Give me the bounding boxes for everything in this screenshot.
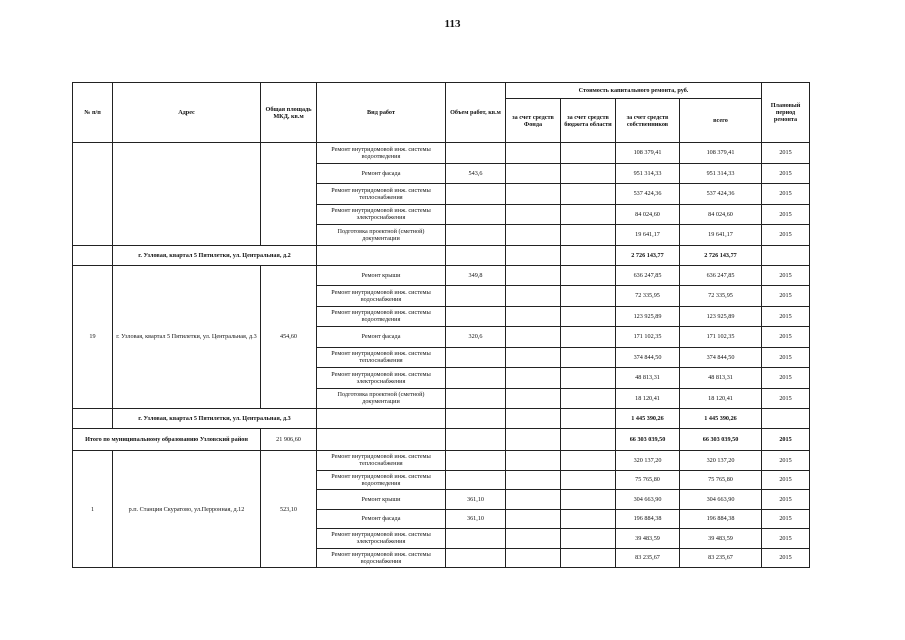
cell-volume: [446, 451, 506, 471]
cell-volume: [446, 184, 506, 205]
cell-total: 83 235,67: [680, 548, 762, 568]
cell-owners: 83 235,67: [616, 548, 680, 568]
table-row: [73, 265, 810, 286]
cell-period: 2015: [762, 327, 810, 348]
cell-total: 196 884,38: [680, 509, 762, 529]
cell-fund: [506, 245, 561, 265]
cell-volume: 320,6: [446, 327, 506, 348]
cell-area: [261, 143, 317, 246]
table-row: [73, 143, 810, 164]
cell-owners: 48 813,31: [616, 368, 680, 389]
cell-volume: [446, 245, 506, 265]
cell-owners: 75 765,80: [616, 470, 680, 490]
subtotal-label: г. Узловая, квартал 5 Пятилетки, ул. Центральная, д.3: [113, 409, 317, 429]
cell-work: Ремонт фасада: [317, 327, 446, 348]
municipal-total-total: 66 303 039,50: [680, 429, 762, 451]
cell-volume: [446, 225, 506, 246]
cell-owners: 636 247,85: [616, 265, 680, 286]
cell-num: [73, 409, 113, 429]
cell-work: Подготовка проектной (сметной) документации: [317, 388, 446, 409]
subtotal-total: 1 445 390,26: [680, 409, 762, 429]
cell-address: г. Узловая, квартал 5 Пятилетки, ул. Центральная, д.3: [113, 265, 261, 409]
subtotal-total: 2 726 143,77: [680, 245, 762, 265]
cell-fund: [506, 327, 561, 348]
cell-owners: 72 335,95: [616, 286, 680, 307]
header-num: № п/п: [73, 83, 113, 143]
subtotal-row: [73, 409, 810, 429]
cell-budget: [561, 509, 616, 529]
cell-fund: [506, 429, 561, 451]
cell-fund: [506, 409, 561, 429]
subtotal-owners: 2 726 143,77: [616, 245, 680, 265]
cell-budget: [561, 529, 616, 549]
cell-fund: [506, 184, 561, 205]
cell-fund: [506, 265, 561, 286]
cell-fund: [506, 548, 561, 568]
cell-total: 171 102,35: [680, 327, 762, 348]
cell-fund: [506, 490, 561, 510]
cell-period: 2015: [762, 490, 810, 510]
header-work: Вид работ: [317, 83, 446, 143]
cell-work: Ремонт фасада: [317, 509, 446, 529]
cell-fund: [506, 143, 561, 164]
cell-budget: [561, 470, 616, 490]
cell-period: 2015: [762, 470, 810, 490]
table-row: [73, 451, 810, 471]
cell-budget: [561, 327, 616, 348]
header-period: Плановый период ремонта: [762, 83, 810, 143]
cell-area: 523,10: [261, 451, 317, 568]
cell-budget: [561, 265, 616, 286]
cell-owners: 304 663,90: [616, 490, 680, 510]
cell-budget: [561, 368, 616, 389]
subtotal-label: г. Узловая, квартал 5 Пятилетки, ул. Центральная, д.2: [113, 245, 317, 265]
cell-total: 304 663,90: [680, 490, 762, 510]
cell-work: Ремонт крыши: [317, 490, 446, 510]
cell-budget: [561, 306, 616, 327]
cell-work: [317, 409, 446, 429]
cell-volume: [446, 529, 506, 549]
header-cost-group: Стоимость капитального ремонта, руб.: [506, 83, 762, 99]
cell-owners: 39 483,59: [616, 529, 680, 549]
cell-total: 374 844,50: [680, 347, 762, 368]
cell-fund: [506, 306, 561, 327]
cell-volume: [446, 409, 506, 429]
cell-num: 19: [73, 265, 113, 409]
cell-work: Ремонт внутридомовой инж. системы водоотведения: [317, 470, 446, 490]
cell-period: 2015: [762, 451, 810, 471]
cell-owners: 108 379,41: [616, 143, 680, 164]
cell-volume: 543,6: [446, 163, 506, 184]
cell-fund: [506, 451, 561, 471]
cell-period: 2015: [762, 143, 810, 164]
cell-fund: [506, 529, 561, 549]
cell-total: 75 765,80: [680, 470, 762, 490]
cell-work: [317, 429, 446, 451]
cell-volume: [446, 368, 506, 389]
header-budget: за счет средств бюджета области: [561, 99, 616, 143]
cell-period: 2015: [762, 286, 810, 307]
cell-total: 537 424,36: [680, 184, 762, 205]
cell-budget: [561, 388, 616, 409]
cell-total: 108 379,41: [680, 143, 762, 164]
cell-total: 18 120,41: [680, 388, 762, 409]
municipal-total-row: [73, 429, 810, 451]
cell-volume: [446, 286, 506, 307]
subtotal-owners: 1 445 390,26: [616, 409, 680, 429]
cell-fund: [506, 286, 561, 307]
header-address: Адрес: [113, 83, 261, 143]
cell-work: [317, 245, 446, 265]
cell-work: Ремонт внутридомовой инж. системы теплоснабжения: [317, 347, 446, 368]
cell-volume: 349,8: [446, 265, 506, 286]
cell-volume: [446, 204, 506, 225]
header-row: [73, 83, 810, 99]
cell-work: Подготовка проектной (сметной) документации: [317, 225, 446, 246]
cell-volume: [446, 388, 506, 409]
municipal-total-area: 21 906,60: [261, 429, 317, 451]
cell-volume: [446, 306, 506, 327]
cell-address: р.п. Станция Скуратово, ул.Перронная, д.12: [113, 451, 261, 568]
cell-volume: [446, 470, 506, 490]
cell-period: 2015: [762, 347, 810, 368]
cell-volume: [446, 429, 506, 451]
cell-owners: 19 641,17: [616, 225, 680, 246]
municipal-total-owners: 66 303 039,50: [616, 429, 680, 451]
cell-period: 2015: [762, 265, 810, 286]
cell-volume: 361,10: [446, 490, 506, 510]
cell-total: 951 314,33: [680, 163, 762, 184]
cell-budget: [561, 184, 616, 205]
cell-period: [762, 245, 810, 265]
cell-owners: 537 424,36: [616, 184, 680, 205]
cell-total: 123 925,89: [680, 306, 762, 327]
cell-owners: 123 925,89: [616, 306, 680, 327]
cell-work: Ремонт внутридомовой инж. системы электроснабжения: [317, 529, 446, 549]
cell-budget: [561, 429, 616, 451]
cell-budget: [561, 490, 616, 510]
cell-budget: [561, 204, 616, 225]
capital-repair-table: [72, 82, 810, 568]
cell-work: Ремонт внутридомовой инж. системы теплоснабжения: [317, 451, 446, 471]
cell-owners: 320 137,20: [616, 451, 680, 471]
cell-fund: [506, 347, 561, 368]
cell-period: 2015: [762, 529, 810, 549]
cell-owners: 84 024,60: [616, 204, 680, 225]
cell-budget: [561, 409, 616, 429]
cell-total: 84 024,60: [680, 204, 762, 225]
cell-work: Ремонт внутридомовой инж. системы водоснабжения: [317, 286, 446, 307]
cell-budget: [561, 451, 616, 471]
cell-work: Ремонт внутридомовой инж. системы теплоснабжения: [317, 184, 446, 205]
cell-owners: 951 314,33: [616, 163, 680, 184]
header-area: Общая площадь МКД, кв.м: [261, 83, 317, 143]
cell-owners: 18 120,41: [616, 388, 680, 409]
cell-period: 2015: [762, 306, 810, 327]
cell-volume: [446, 548, 506, 568]
cell-budget: [561, 225, 616, 246]
cell-fund: [506, 509, 561, 529]
cell-work: Ремонт внутридомовой инж. системы электроснабжения: [317, 368, 446, 389]
cell-total: 19 641,17: [680, 225, 762, 246]
cell-total: 39 483,59: [680, 529, 762, 549]
cell-fund: [506, 204, 561, 225]
cell-owners: 196 884,38: [616, 509, 680, 529]
cell-period: 2015: [762, 225, 810, 246]
cell-period: 2015: [762, 204, 810, 225]
cell-owners: 374 844,50: [616, 347, 680, 368]
municipal-total-period: 2015: [762, 429, 810, 451]
cell-fund: [506, 225, 561, 246]
cell-volume: 361,10: [446, 509, 506, 529]
cell-total: 320 137,20: [680, 451, 762, 471]
cell-total: 48 813,31: [680, 368, 762, 389]
cell-budget: [561, 286, 616, 307]
cell-budget: [561, 548, 616, 568]
cell-volume: [446, 143, 506, 164]
cell-period: 2015: [762, 163, 810, 184]
cell-area: 454,60: [261, 265, 317, 409]
cell-period: [762, 409, 810, 429]
cell-budget: [561, 245, 616, 265]
cell-period: 2015: [762, 368, 810, 389]
cell-work: Ремонт внутридомовой инж. системы водоотведения: [317, 306, 446, 327]
cell-work: Ремонт внутридомовой инж. системы водоснабжения: [317, 548, 446, 568]
cell-work: Ремонт внутридомовой инж. системы электроснабжения: [317, 204, 446, 225]
cell-budget: [561, 347, 616, 368]
cell-budget: [561, 143, 616, 164]
page-number: 113: [444, 18, 461, 30]
header-volume: Объем работ, кв.м: [446, 83, 506, 143]
cell-fund: [506, 368, 561, 389]
cell-budget: [561, 163, 616, 184]
cell-fund: [506, 470, 561, 490]
cell-period: 2015: [762, 548, 810, 568]
cell-total: 72 335,95: [680, 286, 762, 307]
cell-period: 2015: [762, 184, 810, 205]
cell-fund: [506, 163, 561, 184]
cell-address: [113, 143, 261, 246]
cell-work: Ремонт крыши: [317, 265, 446, 286]
header-fund: за счет средств Фонда: [506, 99, 561, 143]
cell-num: [73, 143, 113, 246]
cell-num: 1: [73, 451, 113, 568]
cell-period: 2015: [762, 388, 810, 409]
cell-work: Ремонт внутридомовой инж. системы водоотведения: [317, 143, 446, 164]
header-total: всего: [680, 99, 762, 143]
cell-period: 2015: [762, 509, 810, 529]
cell-total: 636 247,85: [680, 265, 762, 286]
cell-fund: [506, 388, 561, 409]
subtotal-row: [73, 245, 810, 265]
cell-num: [73, 245, 113, 265]
header-owners: за счет средств собственников: [616, 99, 680, 143]
cell-work: Ремонт фасада: [317, 163, 446, 184]
cell-volume: [446, 347, 506, 368]
municipal-total-label: Итого по муниципальному образованию Узловский район: [73, 429, 261, 451]
table-body: [73, 83, 810, 568]
cell-owners: 171 102,35: [616, 327, 680, 348]
